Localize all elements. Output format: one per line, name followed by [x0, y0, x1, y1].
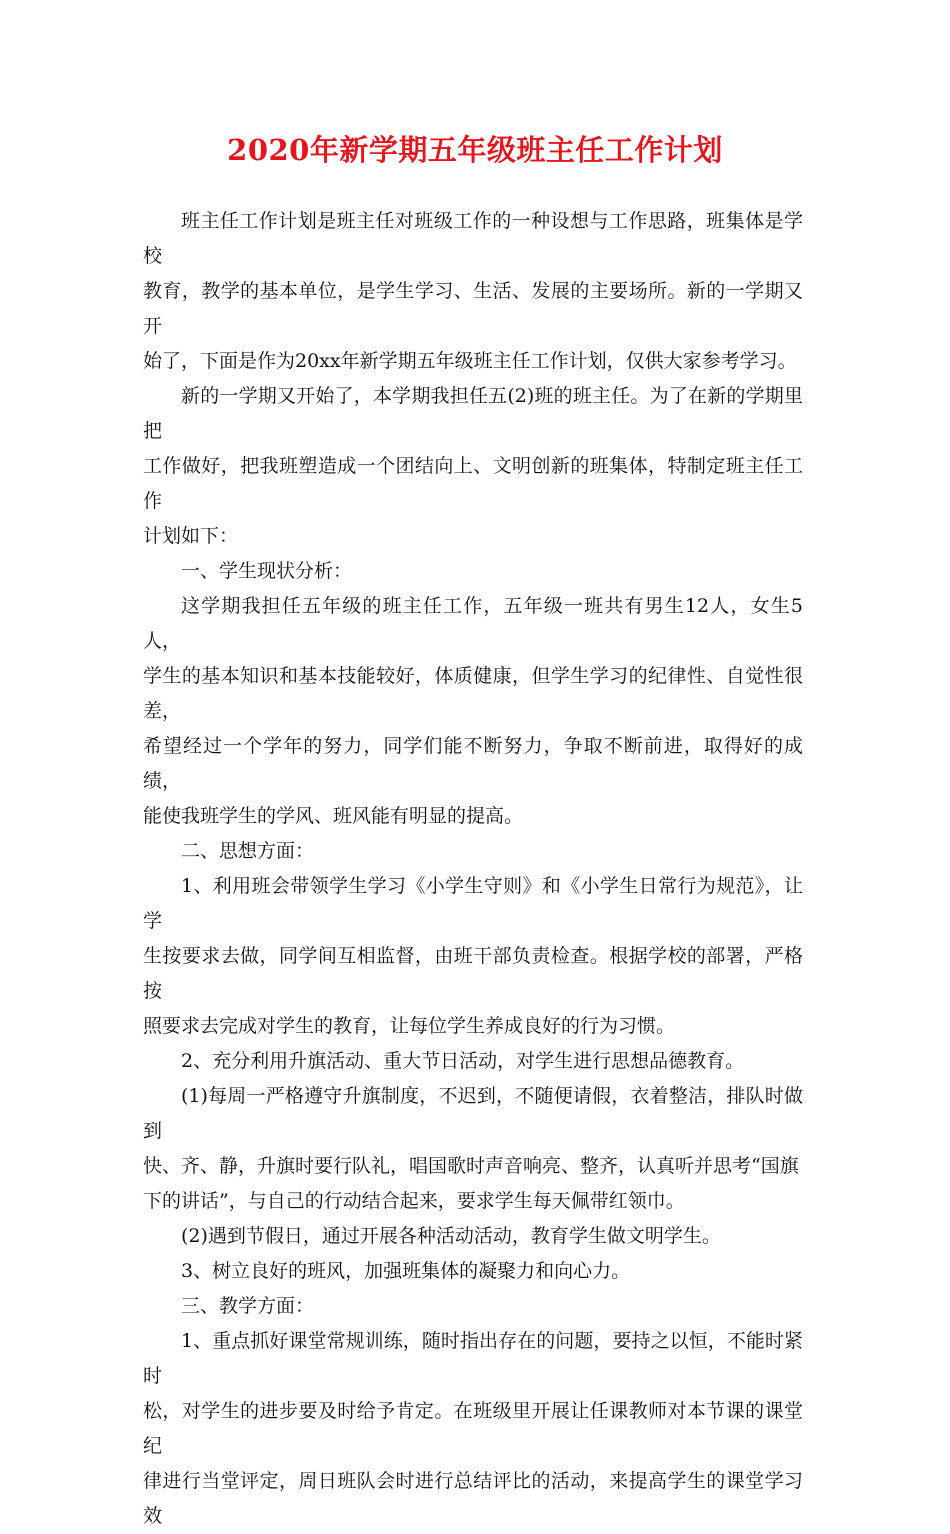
section-heading-teaching: 三、教学方面： — [181, 1295, 315, 1317]
paragraph-ideology-2-1: (1)每周一严格遵守升旗制度，不迟到，不随便请假，衣着整洁，排队时做到 快、齐、静，升旗时要行队礼，唱国歌时声音响亮、整齐，认真听并思考“国旗 下的讲话”，与自己的行动结合起来，要求学生每天佩带红领巾。 — [143, 1085, 803, 1212]
paragraph-student-analysis: 这学期我担任五年级的班主任工作，五年级一班共有男生12人，女生5人， 学生的基本知识和基本技能较好，体质健康，但学生学习的纪律性、自觉性很差， 希望经过一个学年的努力，同学们能不断努力，争取不断前进，取得好的成绩， 能使我班学生的学风、班风能有明显的提高。 — [143, 595, 803, 827]
section-heading-ideology: 二、思想方面： — [181, 840, 315, 862]
paragraph-intro: 班主任工作计划是班主任对班级工作的一种设想与工作思路，班集体是学校 教育，教学的基本单位，是学生学习、生活、发展的主要场所。新的一学期又开 始了，下面是作为20xx年新学期五年级班主任工作计划，仅供大家参考学习。 — [143, 210, 803, 372]
document-body — [143, 204, 803, 1534]
paragraph-ideology-2-2: (2)遇到节假日，通过开展各种活动活动，教育学生做文明学生。 — [181, 1225, 721, 1247]
paragraph-ideology-2: 2、充分利用升旗活动、重大节日活动，对学生进行思想品德教育。 — [181, 1050, 745, 1072]
paragraph-ideology-1: 1、利用班会带领学生学习《小学生守则》和《小学生日常行为规范》，让学 生按要求去做，同学间互相监督，由班干部负责检查。根据学校的部署，严格按 照要求去完成对学生的教育，让每位学生养成良好的行为习惯。 — [143, 875, 803, 1037]
section-heading-student-analysis: 一、学生现状分析： — [181, 560, 353, 582]
document-title: 2020年新学期五年级班主任工作计划 — [227, 133, 723, 167]
paragraph-ideology-3: 3、树立良好的班风，加强班集体的凝聚力和向心力。 — [181, 1260, 631, 1282]
paragraph-teaching-1: 1、重点抓好课堂常规训练，随时指出存在的问题，要持之以恒，不能时紧时 松，对学生的进步要及时给予肯定。在班级里开展让任课教师对本节课的课堂纪 律进行当堂评定，周日班队会时进行总结评比的活动，来提高学生的课堂学习效 — [143, 1330, 803, 1527]
paragraph-opening: 新的一学期又开始了，本学期我担任五(2)班的班主任。为了在新的学期里把 工作做好，把我班塑造成一个团结向上、文明创新的班集体，特制定班主任工作 计划如下： — [143, 385, 803, 547]
